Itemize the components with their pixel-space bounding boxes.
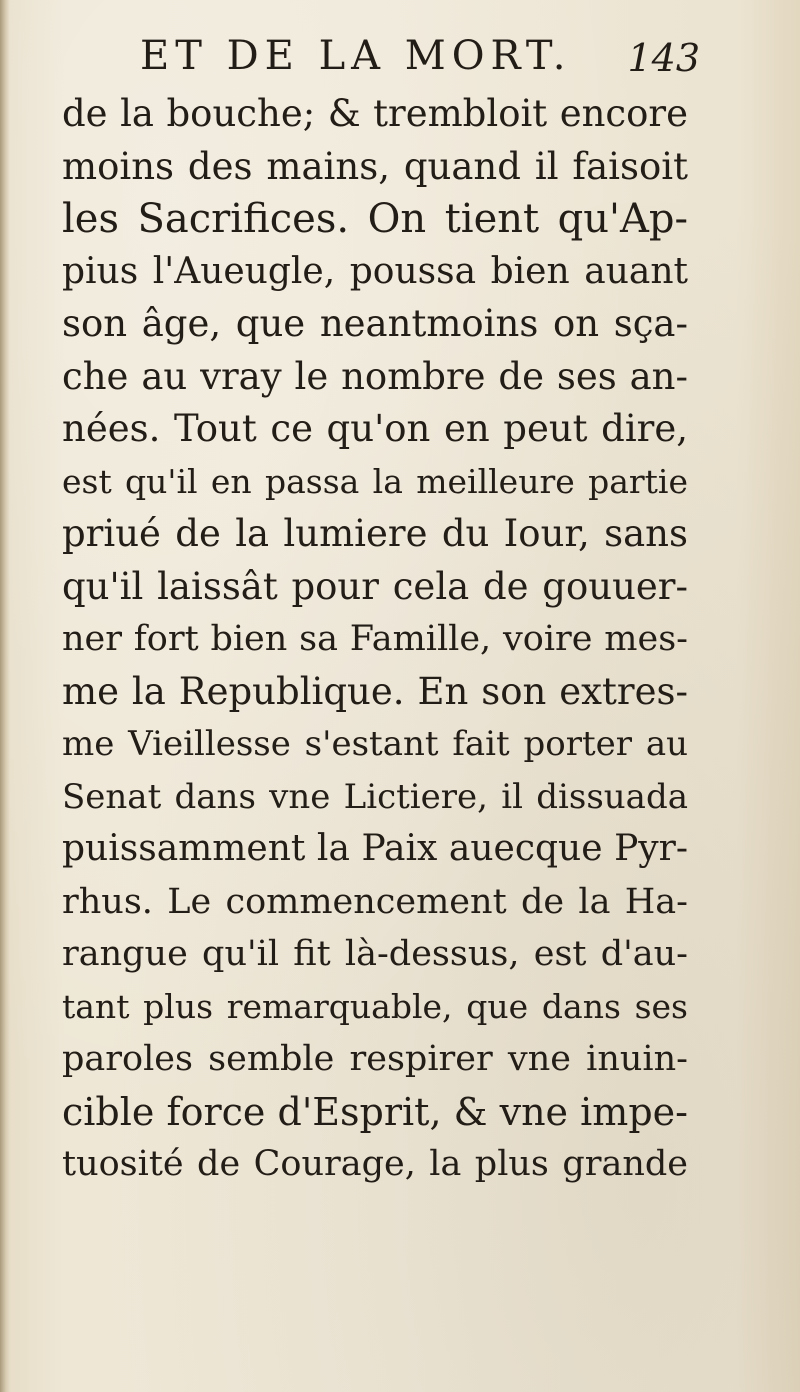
- page-gutter-shadow: [0, 0, 10, 1392]
- text-line: moins des mains, quand il faisoit: [62, 144, 688, 188]
- text-line: paroles semble respirer vne inuin-: [62, 1039, 688, 1079]
- running-title: ET DE LA MORT.: [140, 33, 572, 79]
- text-line: les Sacrifices. On tient qu'Ap-: [62, 196, 688, 242]
- text-line: cible force d'Esprit, & vne impe-: [62, 1089, 688, 1134]
- text-line: nées. Tout ce qu'on en peut dire,: [62, 407, 688, 450]
- body-text: [62, 88, 688, 1191]
- text-line: puissamment la Paix auecque Pyr-: [62, 828, 688, 869]
- text-line: ner fort bien sa Famille, voire mes-: [62, 619, 688, 659]
- text-line: rhus. Le commencement de la Ha-: [62, 881, 688, 922]
- text-line: rangue qu'il fit là-dessus, est d'au-: [62, 934, 688, 974]
- text-line: tant plus remarquable, que dans ses: [62, 986, 688, 1026]
- text-line: priué de la lumiere du Iour, sans: [62, 512, 688, 555]
- text-line: tuosité de Courage, la plus grande: [62, 1144, 688, 1184]
- text-line: est qu'il en passa la meilleure partie: [62, 461, 688, 501]
- text-line: Senat dans vne Lictiere, il dissuada: [62, 776, 688, 817]
- text-line: pius l'Aueugle, poussa bien auant: [62, 250, 688, 292]
- text-line: de la bouche; & trembloit encore: [62, 92, 688, 135]
- text-line: che au vray le nombre de ses an-: [62, 354, 688, 398]
- text-line: me Vieillesse s'estant fait porter au: [62, 724, 688, 764]
- running-head: [140, 28, 700, 84]
- text-line: me la Republique. En son extres-: [62, 669, 688, 713]
- text-line: son âge, que neantmoins on sça-: [62, 302, 688, 345]
- page-number: 143: [627, 36, 700, 80]
- text-line: qu'il laissât pour cela de gouuer-: [62, 564, 688, 608]
